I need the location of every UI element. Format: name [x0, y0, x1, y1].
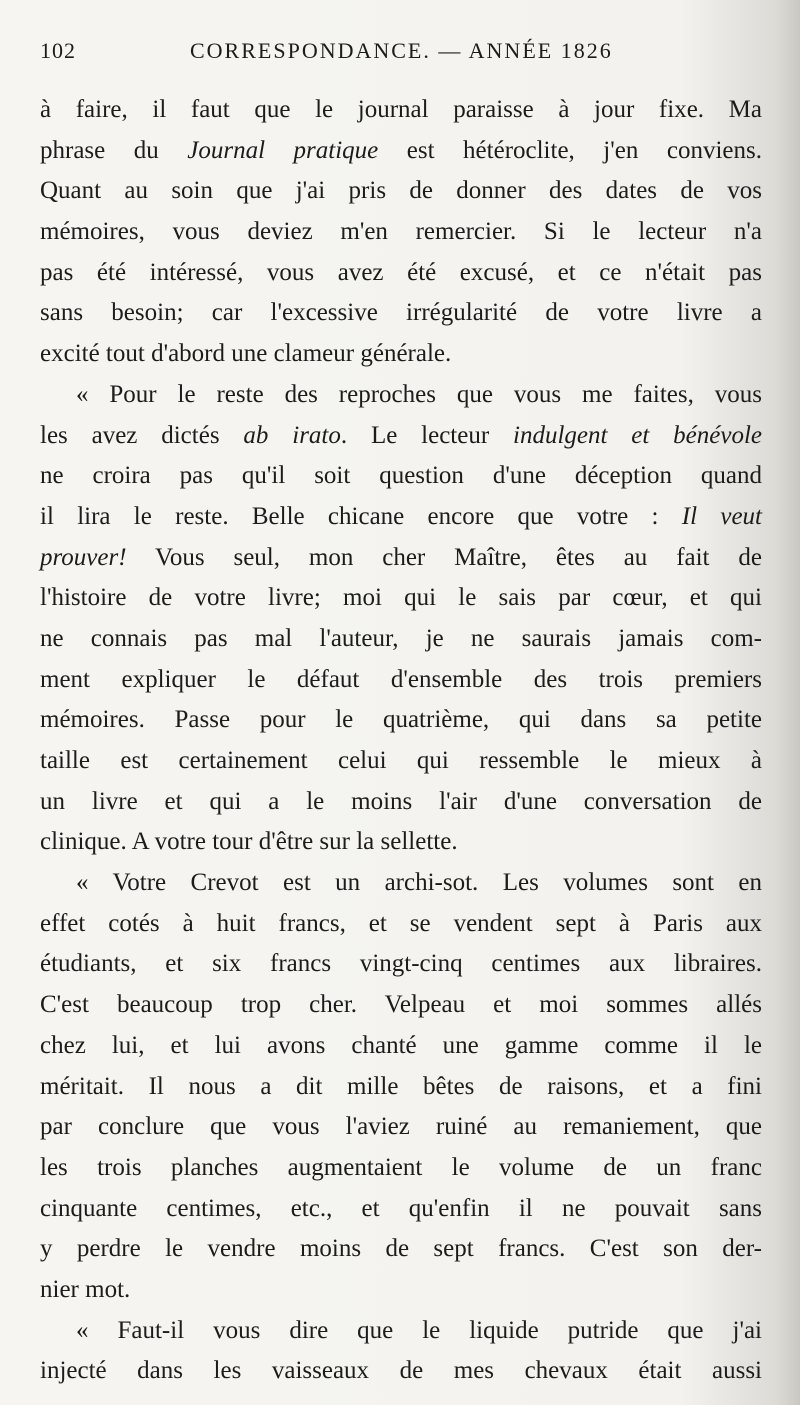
text-segment: C'est beaucoup trop cher. Velpeau et moi sommes allés — [40, 991, 762, 1019]
italic-text: Il veut — [681, 502, 762, 530]
text-segment: Quant au soin que j'ai pris de donner des dates de vos — [40, 177, 762, 205]
text-line — [40, 416, 762, 457]
text-segment: l'histoire de votre livre; moi qui le sais par cœur, et qui — [40, 584, 762, 612]
text-line — [40, 497, 762, 538]
page-number: 102 — [40, 38, 76, 63]
text-line — [40, 171, 762, 212]
text-line — [40, 456, 762, 497]
text-line — [40, 1026, 762, 1067]
text-segment: les avez dictés — [40, 421, 244, 449]
text-segment: nier mot. — [40, 1275, 131, 1303]
italic-text: indulgent et bénévole — [513, 421, 763, 449]
text-line — [40, 1311, 762, 1352]
text-segment: Vous seul, mon cher Maître, êtes au fait de — [126, 543, 762, 571]
text-segment: à faire, il faut que le journal paraisse à jour fixe. Ma — [40, 96, 762, 123]
text-line — [40, 1270, 762, 1311]
text-segment: taille est certainement celui qui ressemble le mieux à — [40, 747, 762, 774]
text-line — [40, 1189, 762, 1230]
text-segment: par conclure que vous l'aviez ruiné au remaniement, que — [40, 1113, 762, 1141]
text-line — [40, 619, 762, 660]
text-line — [40, 253, 762, 294]
text-segment: ne connais pas mal l'auteur, je ne saurais jamais com- — [40, 624, 762, 652]
text-segment: chez lui, et lui avons chanté une gamme comme il le — [40, 1031, 762, 1059]
text-line — [40, 904, 762, 945]
text-line — [40, 741, 762, 782]
text-segment: effet cotés à huit francs, et se vendent sept à Paris aux — [40, 909, 762, 937]
text-line — [40, 131, 762, 172]
text-line — [40, 1148, 762, 1189]
text-line — [40, 863, 762, 904]
text-line — [40, 660, 762, 701]
text-line — [40, 822, 762, 863]
text-segment: ne croira pas qu'il soit question d'une déception quand — [40, 462, 762, 490]
text-segment: cinquante centimes, etc., et qu'enfin il ne pouvait sans — [40, 1194, 762, 1222]
text-segment: « Votre Crevot est un archi-sot. Les volumes sont en — [76, 869, 762, 897]
text-segment: méritait. Il nous a dit mille bêtes de raisons, et a fini — [40, 1072, 762, 1100]
text-segment: . Le lecteur — [340, 421, 514, 449]
text-line — [40, 375, 762, 416]
text-segment: étudiants, et six francs vingt-cinq centimes aux libraires. — [40, 950, 762, 978]
text-segment: phrase du — [40, 136, 188, 164]
text-segment: clinique. A votre tour d'être sur la sellette. — [40, 828, 458, 856]
text-segment: mémoires, vous deviez m'en remercier. Si le lecteur n'a — [40, 218, 762, 246]
text-line — [40, 985, 762, 1026]
text-line — [40, 293, 762, 334]
text-segment: est hétéroclite, j'en conviens. — [378, 136, 762, 164]
text-line — [40, 212, 762, 253]
text-segment: mémoires. Passe pour le quatrième, qui dans sa petite — [40, 706, 762, 734]
text-line — [40, 90, 762, 131]
text-segment: les trois planches augmentaient le volume de un franc — [40, 1153, 762, 1181]
text-segment: pas été intéressé, vous avez été excusé, et ce n'était pas — [40, 258, 762, 286]
text-segment: excité tout d'abord une clameur générale. — [40, 340, 452, 368]
text-line — [40, 538, 762, 579]
italic-text: Journal pratique — [187, 136, 379, 164]
text-segment: y perdre le vendre moins de sept francs. C'est son der- — [40, 1235, 762, 1263]
text-line — [40, 700, 762, 741]
body-text — [40, 90, 762, 1392]
text-line — [40, 1229, 762, 1270]
text-segment: ment expliquer le défaut d'ensemble des trois premiers — [40, 665, 762, 693]
text-line — [40, 334, 762, 375]
text-segment: injecté dans les vaisseaux de mes chevaux était aussi — [40, 1357, 762, 1385]
page-header — [40, 38, 760, 72]
running-title: CORRESPONDANCE. — ANNÉE 1826 — [190, 38, 613, 63]
text-line — [40, 782, 762, 823]
text-line — [40, 944, 762, 985]
text-segment: sans besoin; car l'excessive irrégularité de votre livre a — [40, 299, 762, 327]
text-line — [40, 1067, 762, 1108]
text-line — [40, 1107, 762, 1148]
text-segment: « Faut-il vous dire que le liquide putride que j'ai — [76, 1316, 762, 1344]
text-segment: il lira le reste. Belle chicane encore que votre : — [40, 502, 682, 530]
text-line — [40, 578, 762, 619]
text-segment: « Pour le reste des reproches que vous me faites, vous — [76, 380, 762, 408]
italic-text: prouver! — [40, 543, 127, 571]
text-segment: un livre et qui a le moins l'air d'une conversation de — [40, 787, 762, 815]
italic-text: ab irato — [243, 421, 341, 449]
text-line — [40, 1351, 762, 1392]
